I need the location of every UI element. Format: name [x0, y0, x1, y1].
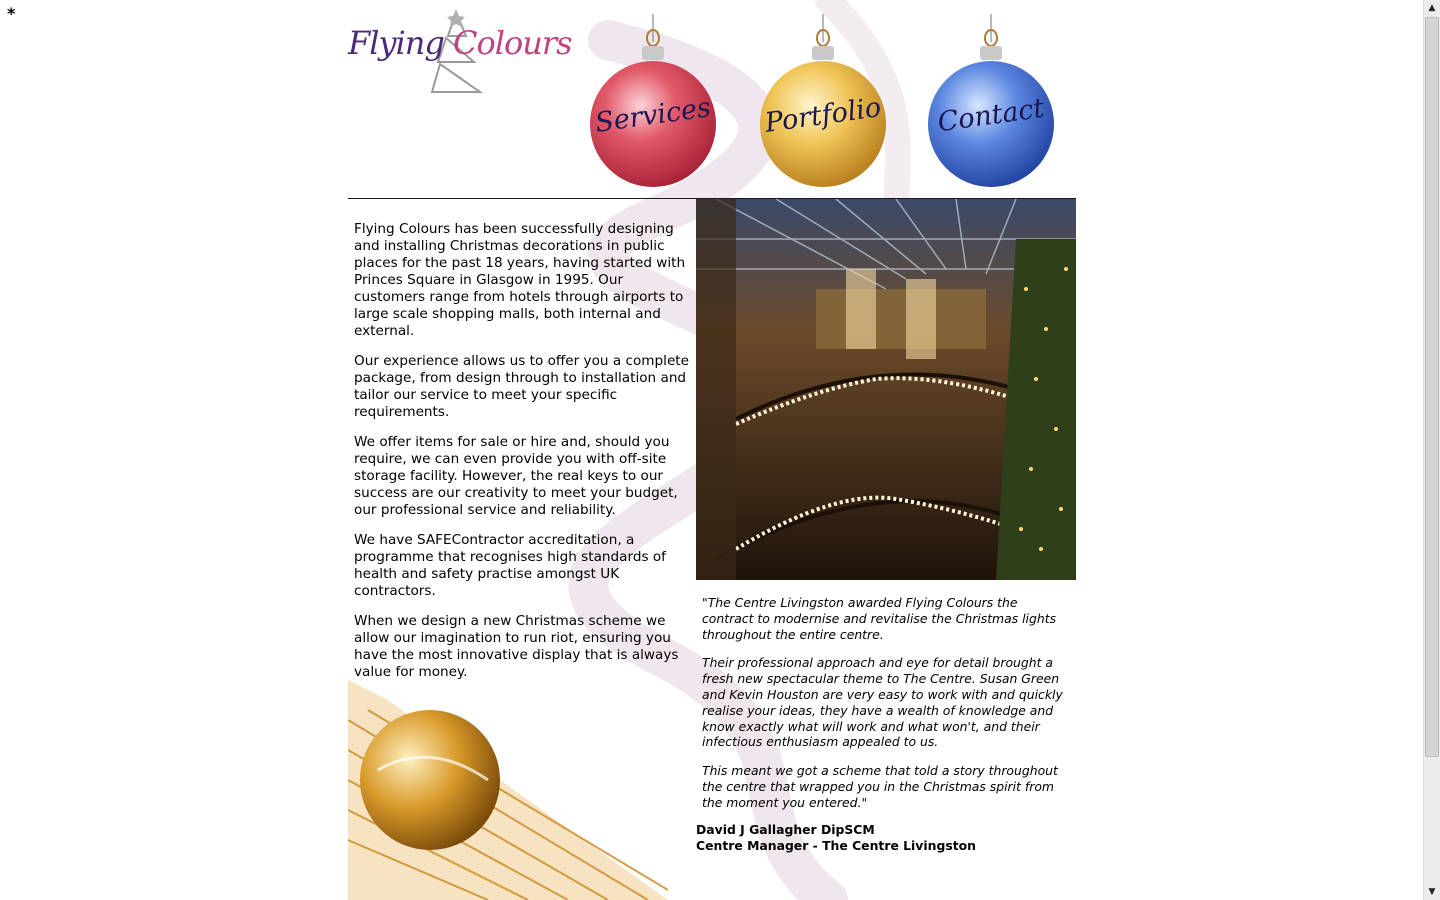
- quote-paragraph: Their professional approach and eye for detail brought a fresh new spectacular theme to The Centre. Susan Green and Kevin Houston are very easy to work with and quickly realise your ideas, they have a wealth of knowledge and know exactly what will work and what won't, and their infectious enthusiasm appealed to us.: [702, 655, 1063, 750]
- intro-paragraph: Flying Colours has been successfully designing and installing Christmas decorations in public places for the past 18 years, having started with Princes Square in Glasgow in 1995. Our customers range from hotels through airports to large scale shopping malls, both internal and external.: [354, 221, 686, 339]
- scroll-down-arrow-icon[interactable]: ▼: [1424, 884, 1440, 900]
- testimonial-signature: [696, 822, 976, 854]
- intro-paragraph: When we design a new Christmas scheme we allow our imagination to run riot, ensuring you have the most innovative display that is always value for money.: [354, 613, 679, 680]
- nav-contact-label: Contact: [935, 92, 1047, 139]
- page-container: [348, 0, 1076, 900]
- nav-services-button[interactable]: [588, 12, 718, 192]
- quote-paragraph: "The Centre Livingston awarded Flying Colours the contract to modernise and revitalise the Christmas lights throughout the entire centre.: [702, 595, 1057, 642]
- shopping-centre-photo: [696, 199, 1076, 580]
- intro-paragraph: Our experience allows us to offer you a complete package, from design through to installation and tailor our service to meet your specific requirements.: [354, 353, 689, 420]
- vertical-scrollbar[interactable]: [1423, 0, 1440, 900]
- intro-paragraph: We offer items for sale or hire and, should you require, we can even provide you with off-site storage facility. However, the real keys to our success are our creativity to meet your budget, our professional service and reliability.: [354, 434, 678, 518]
- nav-portfolio-label: Portfolio: [762, 92, 884, 139]
- flying-colours-logo[interactable]: [348, 6, 573, 106]
- corner-asterisk: *: [7, 4, 16, 23]
- logo-wordmark: Flying Colours: [348, 24, 572, 62]
- nav-portfolio-button[interactable]: [758, 12, 888, 192]
- scroll-up-arrow-icon[interactable]: ▲: [1424, 0, 1440, 16]
- intro-paragraph: We have SAFEContractor accreditation, a programme that recognises high standards of health and safety practise amongst UK contractors.: [354, 532, 666, 599]
- nav-services-label: Services: [593, 92, 713, 139]
- testimonial-quote: [702, 595, 1072, 824]
- intro-text: [354, 221, 694, 694]
- quote-paragraph: This meant we got a scheme that told a story throughout the centre that wrapped you in the Christmas spirit from the moment you entered.": [702, 763, 1058, 810]
- scrollbar-thumb[interactable]: [1425, 17, 1439, 757]
- signature-title: Centre Manager - The Centre Livingston: [696, 838, 976, 853]
- nav-contact-button[interactable]: [926, 12, 1056, 192]
- signature-name: David J Gallagher DipSCM: [696, 822, 875, 837]
- gold-bauble-decoration: [348, 680, 668, 900]
